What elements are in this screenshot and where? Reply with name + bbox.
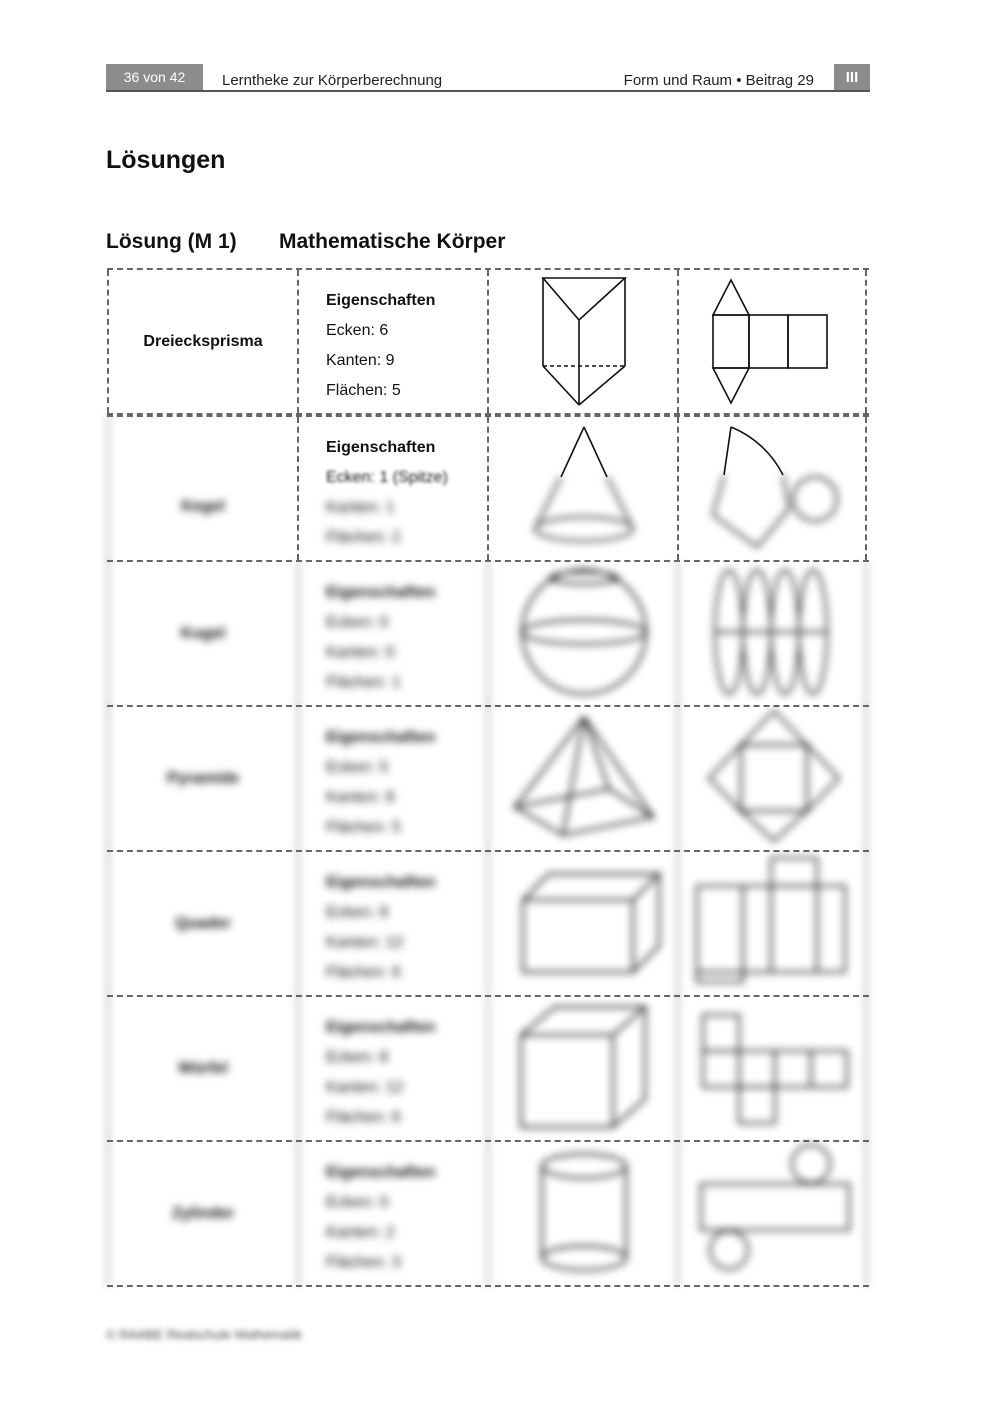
property-faces: Flächen: 5	[326, 382, 401, 399]
sphere-net-icon	[677, 562, 867, 705]
cone-icon	[487, 417, 677, 560]
property-faces: Flächen: 6	[326, 964, 401, 981]
property-vertices: Ecken: 6	[326, 322, 389, 339]
section-number: Lösung (M 1)	[106, 230, 237, 253]
solid-name: Quader	[107, 852, 297, 995]
page-title: Lösungen	[106, 146, 226, 174]
property-faces: Flächen: 2	[326, 529, 401, 546]
header-title: Lerntheke zur Körperberechnung	[222, 72, 443, 89]
property-edges: Kanten: 2	[326, 1224, 395, 1241]
solid-name: Kugel	[107, 562, 297, 705]
solid-name: Pyramide	[107, 707, 297, 850]
properties-cell	[297, 1142, 487, 1285]
properties-heading: Eigenschaften	[326, 874, 436, 891]
header-rule	[106, 90, 870, 92]
property-vertices: Ecken: 1 (Spitze)	[326, 469, 448, 486]
property-faces: Flächen: 6	[326, 1109, 401, 1126]
page-number-badge: 36 von 42	[106, 64, 203, 91]
property-vertices: Ecken: 0	[326, 614, 389, 631]
properties-heading: Eigenschaften	[326, 1019, 436, 1036]
table-row	[107, 562, 869, 707]
pyramid-icon	[487, 707, 677, 850]
cylinder-icon	[487, 1142, 677, 1285]
solid-name: Kegel	[107, 417, 297, 560]
property-edges: Kanten: 0	[326, 644, 395, 661]
properties-heading: Eigenschaften	[326, 439, 436, 456]
properties-heading: Eigenschaften	[326, 292, 436, 309]
prism-net-icon	[677, 270, 867, 413]
page-header	[106, 64, 870, 92]
property-vertices: Ecken: 8	[326, 1049, 389, 1066]
properties-heading: Eigenschaften	[326, 584, 436, 601]
solid-name: Zylinder	[107, 1142, 297, 1285]
sphere-icon	[487, 562, 677, 705]
solids-table	[107, 268, 869, 1287]
table-row	[107, 852, 869, 997]
solid-name: Würfel	[107, 997, 297, 1140]
table-row	[107, 268, 869, 415]
cube-net-icon	[677, 997, 867, 1140]
section-title: Mathematische Körper	[279, 230, 506, 253]
solid-name: Dreiecksprisma	[107, 270, 297, 413]
table-row	[107, 707, 869, 852]
property-edges: Kanten: 9	[326, 352, 395, 369]
header-series-label: Form und Raum • Beitrag 29	[623, 72, 814, 89]
property-edges: Kanten: 8	[326, 789, 395, 806]
properties-cell	[297, 270, 487, 413]
property-vertices: Ecken: 5	[326, 759, 389, 776]
properties-cell	[297, 417, 487, 560]
property-faces: Flächen: 3	[326, 1254, 401, 1271]
table-row	[107, 1142, 869, 1287]
cuboid-icon	[487, 852, 677, 995]
property-faces: Flächen: 1	[326, 674, 401, 691]
pyramid-net-icon	[677, 707, 867, 850]
copyright-notice: © RAABE Realschule Mathematik	[106, 1327, 302, 1342]
properties-cell	[297, 852, 487, 995]
property-edges: Kanten: 12	[326, 1079, 404, 1096]
properties-heading: Eigenschaften	[326, 1164, 436, 1181]
series-badge: III	[834, 64, 870, 91]
properties-heading: Eigenschaften	[326, 729, 436, 746]
cuboid-net-icon	[677, 852, 867, 995]
table-row	[107, 997, 869, 1142]
property-edges: Kanten: 12	[326, 934, 404, 951]
triangular-prism-icon	[487, 270, 677, 413]
property-vertices: Ecken: 8	[326, 904, 389, 921]
table-row	[107, 415, 869, 562]
properties-cell	[297, 997, 487, 1140]
properties-cell	[297, 562, 487, 705]
property-faces: Flächen: 5	[326, 819, 401, 836]
cube-icon	[487, 997, 677, 1140]
cylinder-net-icon	[677, 1142, 867, 1285]
properties-cell	[297, 707, 487, 850]
property-vertices: Ecken: 0	[326, 1194, 389, 1211]
cone-net-icon	[677, 417, 867, 560]
property-edges: Kanten: 1	[326, 499, 395, 516]
